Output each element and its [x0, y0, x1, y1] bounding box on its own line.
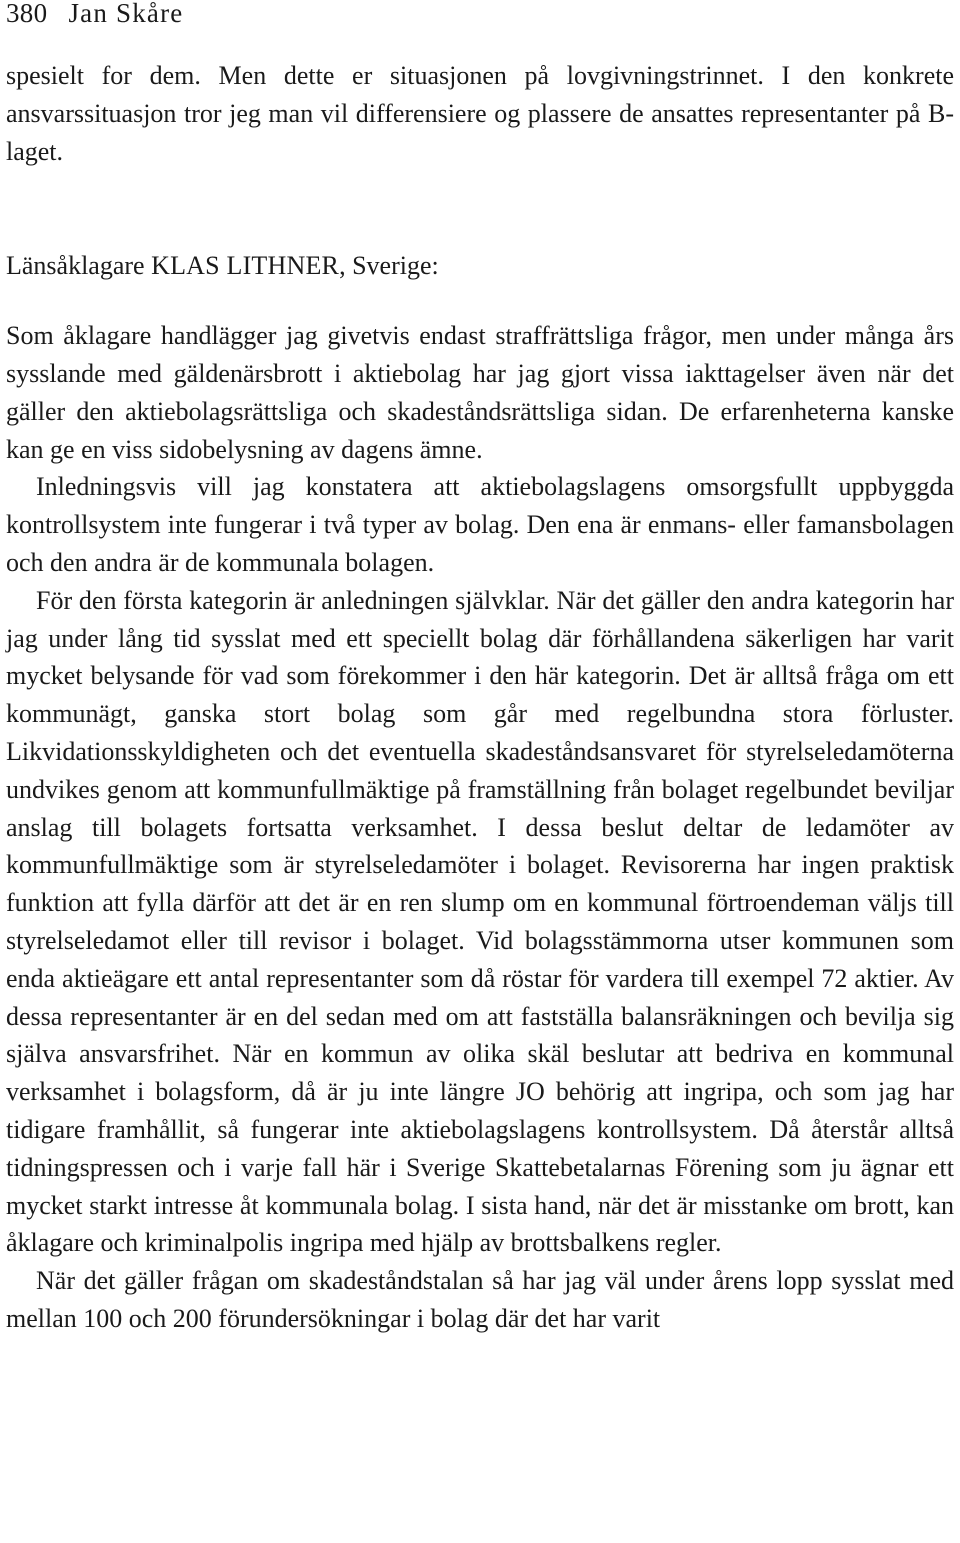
intro-paragraph: spesielt for dem. Men dette er situasjonen på lovgivningstrinnet. I den konkrete ansvarssituasjon tror jeg man vil differensiere og plassere de ansattes representanter på B-laget. [6, 61, 954, 166]
body-paragraph: För den första kategorin är anledningen självklar. När det gäller den andra kategorin har jag under lång tid sysslat med ett speciellt bolag där förhållandena säkerligen har varit mycket belysande för vad som förekommer i den här kategorin. Det är alltså fråga om ett kommunägt, ganska stort bolag som går med regelbundna stora förluster. Likvidationsskyldigheten och det eventuella skadeståndsansvaret för styrelseledamöterna undvikes genom att kommunfullmäktige på framställning från bolaget regelbundet beviljar anslag till bolagets fortsatta verksamhet. I dessa beslut deltar de ledamöter av kommunfullmäktige som är styrelseledamöter i bolaget. Revisorerna har ingen praktisk funktion att fylla därför att det är en ren slump om en kommunal förtroendeman väljs till styrelseledamot eller till revisor i bolaget. Vid bolagsstämmorna utser kommunen som enda aktieägare ett antal representanter som då röstar för vardera till exempel 72 aktier. Av dessa representanter är en del sedan med om att fastställa balansräkningen och bevilja sig själva ansvarsfrihet. När en kommun av olika skäl beslutar att bedriva en kommunal verksamhet i bolagsform, då är ju inte längre JO behörig att ingripa, och som jag har tidigare framhållit, så fungerar inte aktiebolagslagens kontrollsystem. Då återstår alltså tidningspressen och i varje fall här i Sverige Skattebetalarnas Förening som ju ägnar ett mycket starkt intresse åt kommunala bolag. I sista hand, när det är misstanke om brott, kan åklagare och kriminalpolis ingripa med hjälp av brottsbalkens regler. [6, 585, 954, 1258]
body-paragraph: När det gäller frågan om skadeståndstalan så har jag väl under årens lopp sysslat med mellan 100 och 200 förundersökningar i bolag där det har varit [6, 1266, 954, 1333]
document-page [6, 0, 954, 1338]
body-paragraph: Inledningsvis vill jag konstatera att aktiebolagslagens omsorgsfullt uppbyggda kontrollsystem inte fungerar i två typer av bolag. Den ena är enmans- eller famansbolagen och den andra är de kommunala bolagen. [6, 472, 954, 577]
running-header [6, 0, 954, 28]
speaker-line [6, 247, 954, 285]
body-paragraph: Som åklagare handlägger jag givetvis endast straffrättsliga frågor, men under många års sysslande med gäldenärsbrott i aktiebolag har jag gjort vissa iakttagelser även när det gäller den aktiebolagsrättsliga och skadeståndsrättsliga sidan. De erfarenheterna kanske kan ge en viss sidobelysning av dagens ämne. [6, 321, 954, 464]
speaker-suffix: , Sverige: [339, 251, 439, 281]
page-number: 380 [6, 0, 48, 28]
running-author: Jan Skåre [68, 0, 184, 28]
speaker-title: Länsåklagare [6, 251, 145, 281]
speaker-name: KLAS LITHNER [151, 251, 340, 281]
